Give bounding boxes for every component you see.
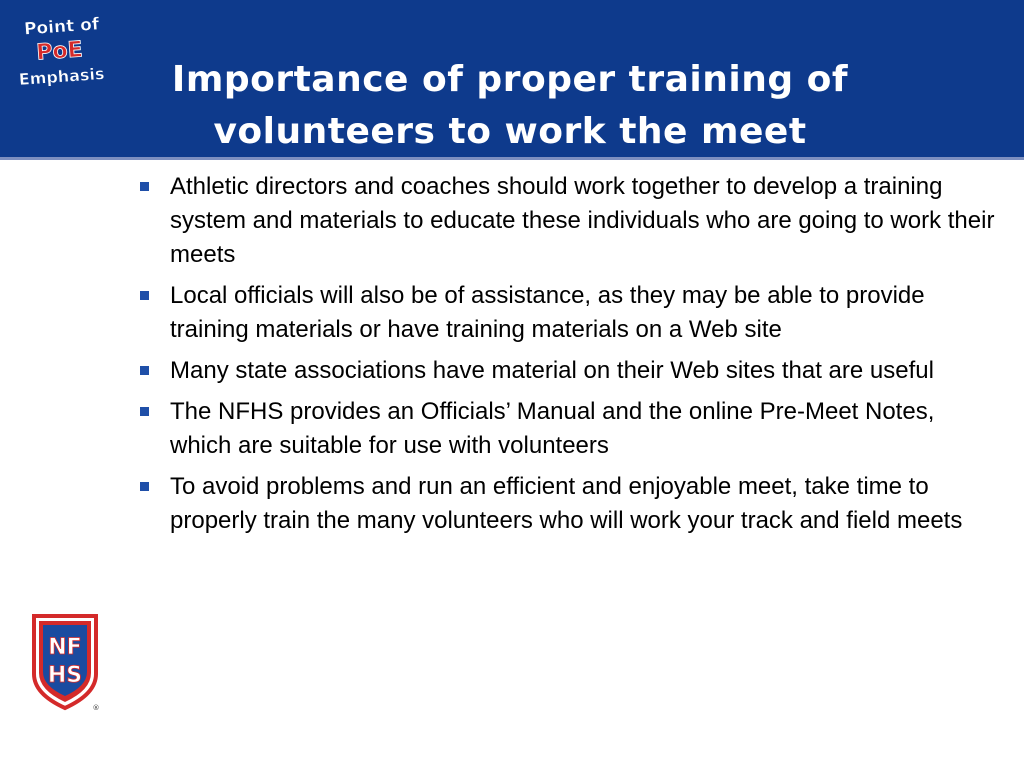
poe-badge-logo (14, 10, 110, 92)
bullet-text: To avoid problems and run an efficient and enjoyable meet, take time to properly train the many volunteers who will work your track and field meets (170, 473, 963, 534)
registered-mark: ® (92, 704, 100, 712)
square-bullet-icon (140, 407, 149, 416)
nfhs-logo-top: NF (48, 635, 82, 660)
list-item (138, 170, 998, 272)
list-item (138, 395, 998, 463)
list-item (138, 470, 998, 538)
header-divider (0, 157, 1024, 160)
poe-logo-line3: Emphasis (18, 64, 106, 89)
title-bar (0, 0, 1024, 157)
list-item (138, 354, 998, 388)
poe-logo-line1: Point of (23, 14, 100, 40)
list-item (138, 279, 998, 347)
bullet-text: The NFHS provides an Officials’ Manual and the online Pre-Meet Notes, which are suitable for use with volunteers (170, 398, 935, 459)
poe-logo-line2: PoE (35, 37, 84, 66)
slide-title: Importance of proper training of volunteers to work the meet (171, 59, 849, 152)
bullet-text: Many state associations have material on their Web sites that are useful (170, 357, 934, 384)
bullet-text: Local officials will also be of assistance, as they may be able to provide training materials or have training materials on a Web site (170, 282, 925, 343)
nfhs-logo-bottom: HS (47, 663, 83, 688)
square-bullet-icon (140, 182, 149, 191)
nfhs-shield-logo (30, 612, 100, 712)
square-bullet-icon (140, 366, 149, 375)
square-bullet-icon (140, 291, 149, 300)
bullet-list (138, 170, 998, 545)
square-bullet-icon (140, 482, 149, 491)
bullet-text: Athletic directors and coaches should work together to develop a training system and materials to educate these individuals who are going to work their meets (170, 173, 995, 268)
